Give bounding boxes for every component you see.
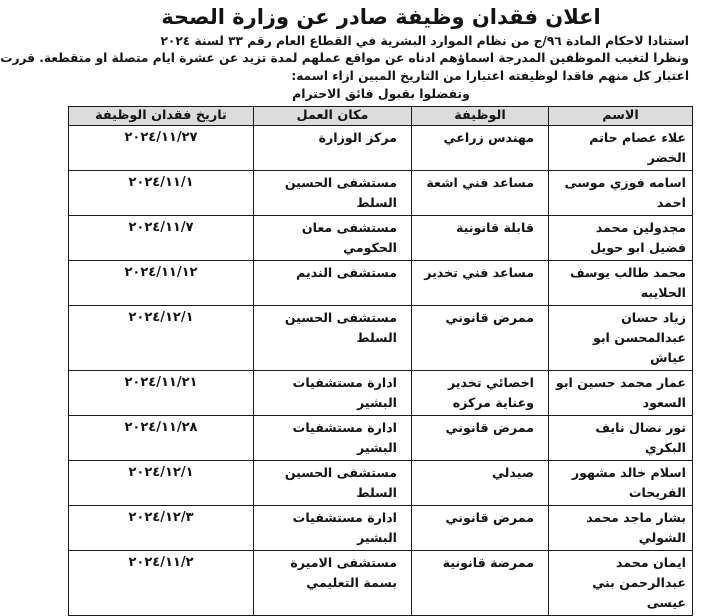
table-row bbox=[69, 371, 693, 416]
cell-name: علاء عصام حاتم الخضر bbox=[549, 126, 693, 171]
cell-date: ٢٠٢٤/١٢/٣ bbox=[69, 506, 254, 551]
cell-name: اسلام خالد مشهور الفريحات bbox=[549, 461, 693, 506]
table-row bbox=[69, 126, 693, 171]
paragraph-line: ونظرا لتغيب الموظفين المدرجة اسماؤهم ادناه عن مواقع عملهم لمدة تزيد عن عشرة ايام متصلة او متقطعة. قررت bbox=[0, 51, 689, 66]
header-job: الوظيفة bbox=[412, 107, 549, 126]
cell-job: قابلة قانونية bbox=[412, 216, 549, 261]
header-date: تاريخ فقدان الوظيفة bbox=[69, 107, 254, 126]
cell-job: ممرض قانوني bbox=[412, 506, 549, 551]
cell-name: بشار ماجد محمد الشولي bbox=[549, 506, 693, 551]
table-row bbox=[69, 551, 693, 616]
notice-paragraph bbox=[0, 33, 689, 85]
cell-date: ٢٠٢٤/١١/٢٨ bbox=[69, 416, 254, 461]
cell-date: ٢٠٢٤/١٢/١ bbox=[69, 461, 254, 506]
cell-name: نور نضال نايف البكري bbox=[549, 416, 693, 461]
cell-place: مستشفى الاميرة بسمة التعليمي bbox=[254, 551, 412, 616]
cell-place: ادارة مستشفيات البشير bbox=[254, 416, 412, 461]
table-row bbox=[69, 416, 693, 461]
cell-date: ٢٠٢٤/١١/١٢ bbox=[69, 261, 254, 306]
cell-date: ٢٠٢٤/١١/٢٧ bbox=[69, 126, 254, 171]
cell-name: اسامه فوزي موسى احمد bbox=[549, 171, 693, 216]
employees-table bbox=[68, 106, 693, 616]
cell-place: ادارة مستشفيات البشير bbox=[254, 371, 412, 416]
cell-date: ٢٠٢٤/١١/٢ bbox=[69, 551, 254, 616]
cell-date: ٢٠٢٤/١٢/١ bbox=[69, 306, 254, 371]
table-row bbox=[69, 461, 693, 506]
cell-place: ادارة مستشفيات البشير bbox=[254, 506, 412, 551]
cell-place: مستشفى الحسين السلط bbox=[254, 171, 412, 216]
cell-place: مستشفى معان الحكومي bbox=[254, 216, 412, 261]
table-row bbox=[69, 306, 693, 371]
cell-date: ٢٠٢٤/١١/١ bbox=[69, 171, 254, 216]
cell-name: مجدولين محمد فضيل ابو حويل bbox=[549, 216, 693, 261]
cell-job: صيدلي bbox=[412, 461, 549, 506]
cell-name: محمد طالب يوسف الحلايبه bbox=[549, 261, 693, 306]
table-row bbox=[69, 506, 693, 551]
notice-title: اعلان فقدان وظيفة صادر عن وزارة الصحة bbox=[161, 5, 601, 29]
header-place: مكان العمل bbox=[254, 107, 412, 126]
table-row bbox=[69, 171, 693, 216]
table-header-row bbox=[69, 107, 693, 126]
table-row bbox=[69, 261, 693, 306]
regards-line: وتفضلوا بقبول فائق الاحترام bbox=[292, 86, 470, 102]
cell-place: مستشفى الحسين السلط bbox=[254, 306, 412, 371]
cell-place: مستشفى الحسين السلط bbox=[254, 461, 412, 506]
cell-name: زياد حسان عبدالمحسن ابو عياش bbox=[549, 306, 693, 371]
cell-job: اخصائي تخدير وعناية مركزه bbox=[412, 371, 549, 416]
cell-date: ٢٠٢٤/١١/٧ bbox=[69, 216, 254, 261]
cell-place: مستشفى النديم bbox=[254, 261, 412, 306]
cell-job: ممرضة قانونية bbox=[412, 551, 549, 616]
header-name: الاسم bbox=[549, 107, 693, 126]
paragraph-line: استنادا لاحكام المادة ٩٦/ج من نظام الموارد البشرية في القطاع العام رقم ٣٣ لسنة ٢٠٢٤ bbox=[160, 34, 689, 48]
cell-name: عمار محمد حسين ابو السعود bbox=[549, 371, 693, 416]
table-row bbox=[69, 216, 693, 261]
cell-place: مركز الوزارة bbox=[254, 126, 412, 171]
paragraph-line: اعتبار كل منهم فاقدا لوظيفته اعتبارا من التاريخ المبين ازاء اسمه: bbox=[291, 68, 689, 83]
cell-date: ٢٠٢٤/١١/٢١ bbox=[69, 371, 254, 416]
cell-job: ممرض قانوني bbox=[412, 416, 549, 461]
cell-job: مساعد فني اشعة bbox=[412, 171, 549, 216]
cell-job: ممرض قانوني bbox=[412, 306, 549, 371]
cell-job: مهندس زراعي bbox=[412, 126, 549, 171]
cell-name: ايمان محمد عبدالرحمن بني عيسى bbox=[549, 551, 693, 616]
cell-job: مساعد فني تخدير bbox=[412, 261, 549, 306]
